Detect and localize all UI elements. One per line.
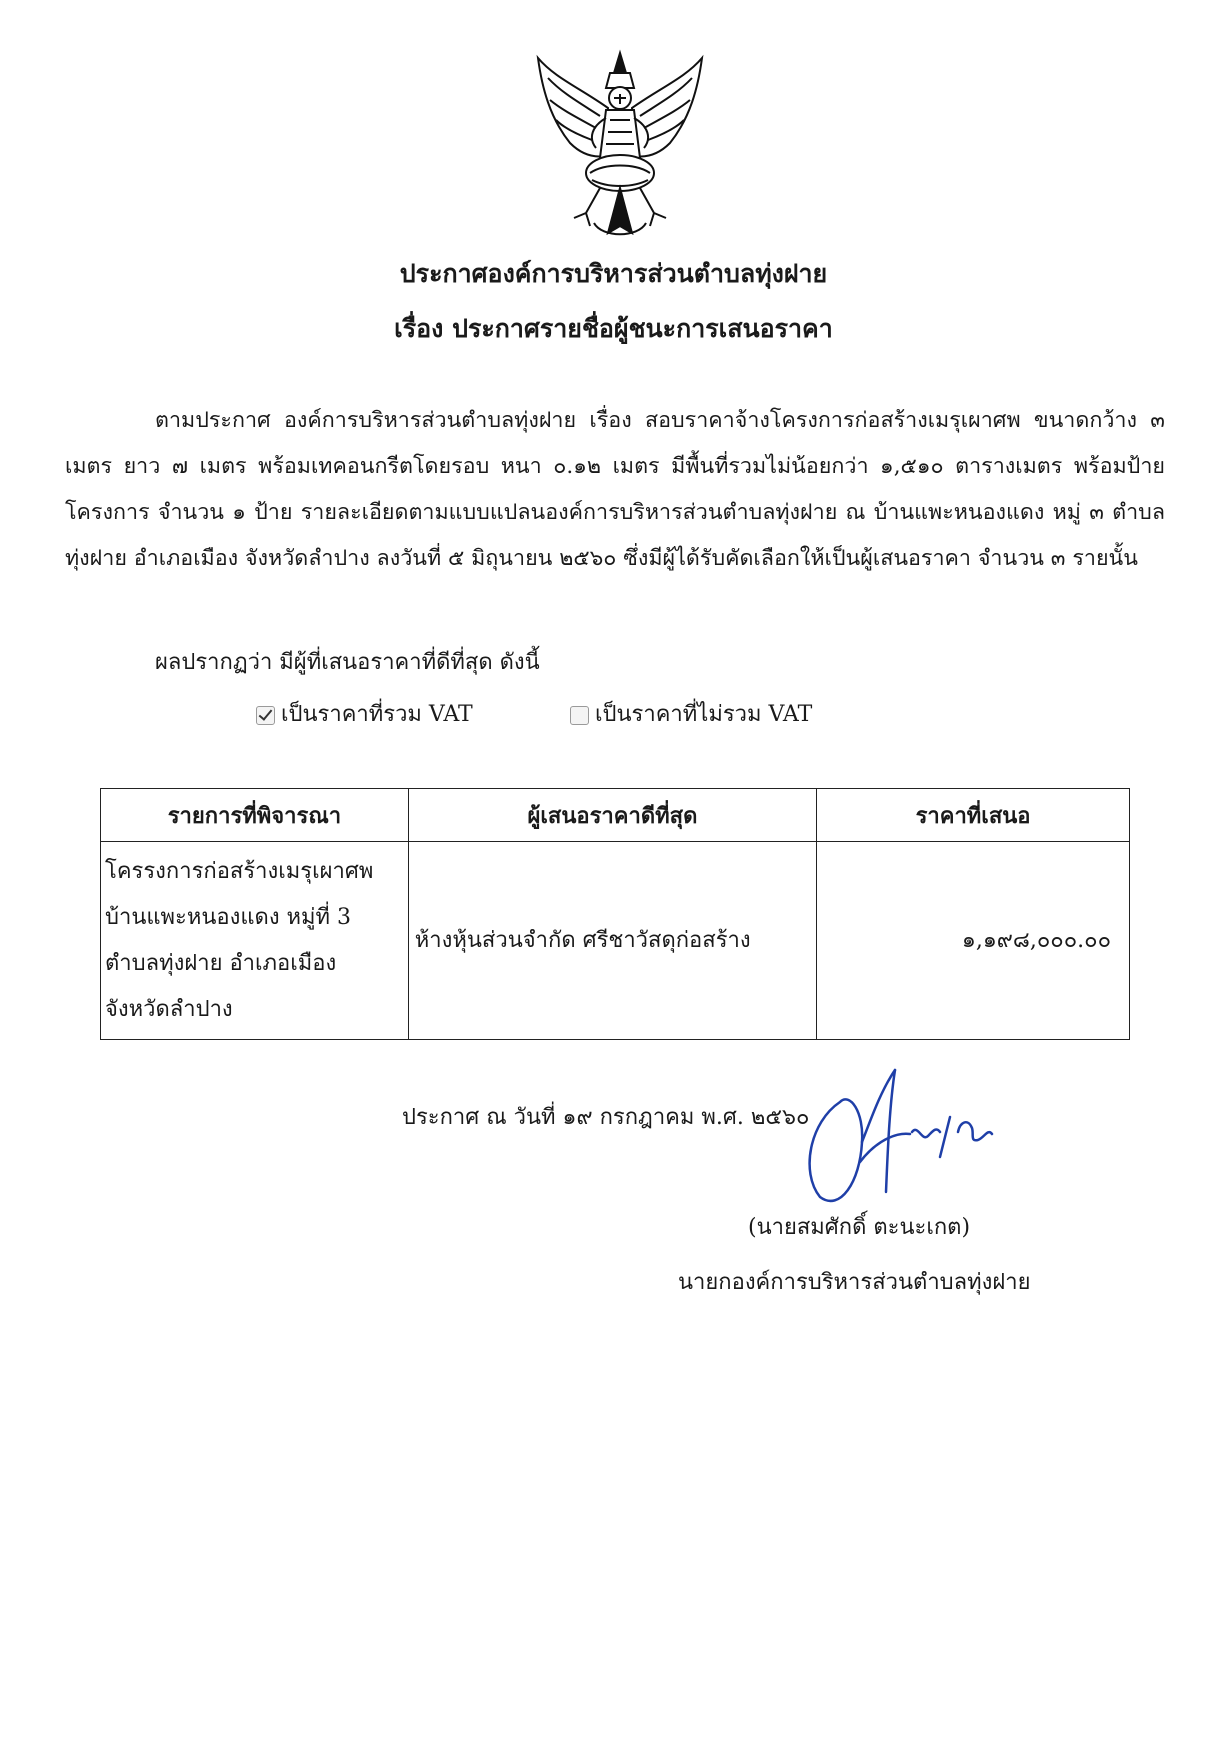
item-line: ตำบลทุ่งฝาย อำเภอเมือง <box>105 950 337 976</box>
item-line: จังหวัดลำปาง <box>105 996 233 1022</box>
table-header-row <box>101 789 1130 842</box>
vat-excluded-option[interactable] <box>570 700 812 730</box>
item-cell <box>101 842 409 1040</box>
bidder-cell: ห้างหุ้นส่วนจำกัด ศรีชาวัสดุก่อสร้าง <box>408 842 816 1040</box>
table-row <box>101 842 1130 1040</box>
signature-icon <box>800 1062 1020 1212</box>
garuda-emblem-icon <box>530 48 710 243</box>
announce-date: ประกาศ ณ วันที่ ๑๙ กรกฎาคม พ.ศ. ๒๕๖๐ <box>402 1105 810 1130</box>
item-line: บ้านแพะหนองแดง หมู่ที่ 3 <box>105 904 352 930</box>
vat-included-option[interactable] <box>256 700 473 730</box>
header-price: ราคาที่เสนอ <box>817 789 1130 842</box>
winner-table <box>100 788 1130 1040</box>
vat-included-checkbox[interactable] <box>256 706 275 725</box>
header-bidder: ผู้เสนอราคาดีที่สุด <box>408 789 816 842</box>
document-subject: เรื่อง ประกาศรายชื่อผู้ชนะการเสนอราคา <box>394 314 833 343</box>
vat-excluded-label: เป็นราคาที่ไม่รวม VAT <box>595 702 813 727</box>
announcement-text: ตามประกาศ องค์การบริหารส่วนตำบลทุ่งฝาย เรื่อง สอบราคาจ้างโครงการก่อสร้างเมรุเผาศพ ขนาดกว้าง ๓ เมตร ยาว ๗ เมตร พร้อมเทคอนกรีตโดยรอบ หนา ๐.๑๒ เมตร มีพื้นที่รวมไม่น้อยกว่า ๑,๕๑๐ ตารางเมตร พร้อมป้ายโครงการ จำนวน ๑ ป้าย รายละเอียดตามแบบแปลนองค์การบริหารส่วนตำบลทุ่งฝาย ณ บ้านแพะหนองแดง หมู่ ๓ ตำบลทุ่งฝาย อำเภอเมือง จังหวัดลำปาง ลงวันที่ ๕ มิถุนายน ๒๕๖๐ ซึ่งมีผู้ได้รับคัดเลือกให้เป็นผู้เสนอราคา จำนวน ๓ รายนั้น <box>65 408 1165 571</box>
signer-position: นายกองค์การบริหารส่วนตำบลทุ่งฝาย <box>678 1270 1031 1295</box>
vat-included-label: เป็นราคาที่รวม VAT <box>281 702 473 727</box>
price-cell: ๑,๑๙๘,๐๐๐.๐๐ <box>817 842 1130 1040</box>
header-item: รายการที่พิจารณา <box>101 789 409 842</box>
announcement-paragraph <box>65 398 1165 582</box>
item-line: โครรงการก่อสร้างเมรุเผาศพ <box>105 858 374 884</box>
result-intro: ผลปรากฏว่า มีผู้ที่เสนอราคาที่ดีที่สุด ดังนี้ <box>155 650 540 675</box>
signer-name: (นายสมศักดิ์ ตะนะเกต) <box>748 1215 971 1240</box>
document-title: ประกาศองค์การบริหารส่วนตำบลทุ่งฝาย <box>399 259 828 288</box>
vat-excluded-checkbox[interactable] <box>570 706 589 725</box>
